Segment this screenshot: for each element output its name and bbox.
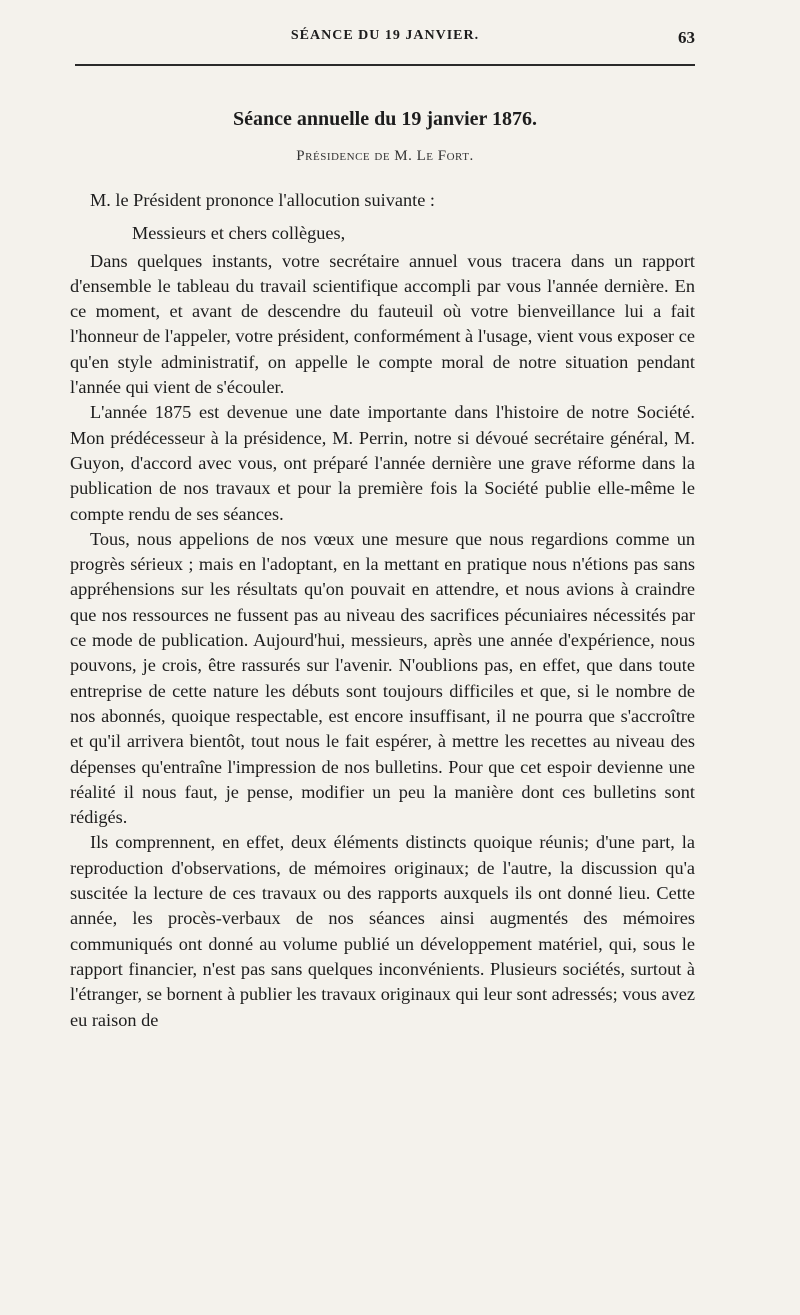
paragraph: Ils comprennent, en effet, deux éléments distincts quoique réunis; d'une part, la reproduction d'observations, de mémoires originaux; de l'autre, la discussion qu'a suscitée la lecture de ces travaux ou des rapports auxquels ils ont donné lieu. Cette année, les procès-verbaux de nos séances ainsi augmentés des mémoires communiqués ont donné au volume publié un développement matériel, qui, sous le rapport financier, n'est pas sans quelques inconvénients. Plusieurs sociétés, surtout à l'étranger, se bornent à publier les travaux originaux qui leur sont adressés; vous avez eu raison de (70, 832, 695, 1030)
running-title: SÉANCE DU 19 JANVIER. (290, 28, 480, 43)
paragraph: Dans quelques instants, votre secrétaire annuel vous tracera dans un rapport d'ensemble le tableau du travail scientifique accompli par vous l'année dernière. En ce moment, et avant de descendre du fauteuil où votre bienveillance lui a fait l'honneur de l'appeler, votre président, conformément à l'usage, vient vous exposer ce qu'en style administratif, on appelle le compte moral de notre situation pendant l'année qui vient de s'écouler. (70, 250, 695, 398)
section-title: Séance annuelle du 19 janvier 1876. (232, 108, 538, 130)
opening-line: M. le Président prononce l'allocution suivante : (90, 190, 435, 210)
paragraph: L'année 1875 est devenue une date importante dans l'histoire de notre Société. Mon prédécesseur à la présidence, M. Perrin, notre si dévoué secrétaire général, M. Guyon, d'accord avec vous, ont préparé l'année dernière une grave réforme dans la publication de nos travaux et pour la première fois la Société publie elle-même le compte rendu de ses séances. (70, 402, 695, 524)
running-head (75, 28, 695, 56)
header-rule (75, 64, 695, 66)
page-number: 63 (678, 28, 695, 47)
body-text (70, 188, 695, 1033)
paragraph: Tous, nous appelions de nos vœux une mesure que nous regardions comme un progrès sérieux ; mais en l'adoptant, en la mettant en pratique nous n'étions pas sans appréhensions sur les résultats qu'on pouvait en attendre, et nous avions à craindre que nos ressources ne fussent pas au niveau des sacrifices pécuniaires nécessités par ce mode de publication. Aujourd'hui, messieurs, après une année d'expérience, nous pouvons, je crois, être rassurés sur l'avenir. N'oublions pas, en effet, que dans toute entreprise de cette nature les débuts sont toujours difficiles et que, si le nombre de nos abonnés, quoique respectable, est encore insuffisant, il ne pourra que s'accroître et qu'il arrivera bientôt, tout nous le fait espérer, à mettre les recettes au niveau des dépenses qu'entraîne l'impression de nos bulletins. Pour que cet espoir devienne une réalité il nous faut, je pense, modifier un peu la manière dont ces bulletins sont rédigés. (70, 528, 695, 828)
presidency-subtitle: Présidence de M. Le Fort. (296, 148, 474, 164)
salutation: Messieurs et chers collègues, (132, 223, 346, 244)
